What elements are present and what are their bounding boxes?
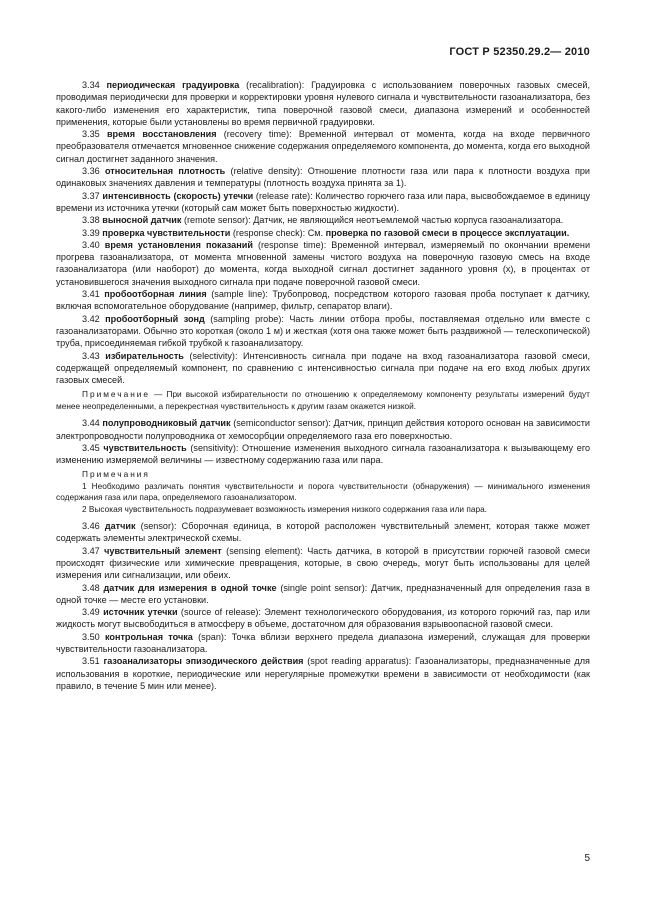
term-definition: : Временной интервал от момента, когда на входе первичного преобразователя отмечается мгновенное снижение содержания определяемого компонента, до момента, когда его выходной сигнал достигнет заданного значения. (56, 129, 591, 164)
notes-multiple (56, 469, 590, 515)
term-name: чувствительный элемент (104, 545, 222, 556)
term-number: 3.51 (82, 656, 100, 667)
term-name: полупроводниковый датчик (102, 418, 231, 429)
term-english: single point sensor (283, 582, 362, 593)
term-name: источник утечки (103, 607, 178, 618)
term-number: 3.48 (82, 582, 100, 593)
term-entry: 3.38 выносной датчик (remote sensor): Датчик, не являющийся неотъемлемой частью корпуса газоанализатора. (82, 215, 564, 226)
term-entry: 3.50 контрольная точка (span): Точка вблизи верхнего предела диапазона измерений, служащая для проверки чувствительности газоанализатора. (56, 631, 591, 655)
term-entry: 3.35 время восстановления (recovery time): Временной интервал от момента, когда на входе первичного преобразователя отмечается мгновенное снижение содержания определяемого компонента, до момента, когда его выходной сигнал достигнет заданного значения. (56, 129, 591, 164)
term-entry: 3.48 датчик для измерения в одной точке (single point sensor): Датчик, предназначенный для определения газа в одной точке — месте его установки. (56, 582, 591, 605)
term-english: span (201, 631, 221, 642)
term-definition: : Трубопровод, посредством которого газовая проба поступает к датчику, включая вспомогательное оборудование (например, фильтр, сепаратор влаги). (56, 289, 591, 312)
note-paragraph (56, 389, 590, 412)
term-entry: 3.44 полупроводниковый датчик (semiconductor sensor): Датчик, принцип действия которого основан на зависимости электропроводности полупроводника от хемосорбции определяемого газа его поверхностью. (56, 418, 591, 441)
term-entry: 3.34 периодическая градуировка (recalibration): Градуировка с использованием поверочных газовых смесей, проводимая периодически для проверки и корректировки уровня нулевого сигнала и чувствительности газоанализатора, без какого-либо изменения его характеристик, типа поверочной газовой смеси, диапазона измерений и особенностей применения, которые были установлены во время первичной градуировки. (56, 80, 590, 127)
term-definition: : Датчик, не являющийся неотъемлемой частью корпуса газоанализатора. (248, 215, 564, 226)
term-name: относительная плотность (104, 166, 226, 177)
term-english: remote sensor (187, 215, 246, 226)
term-definition: : См. (302, 227, 326, 238)
term-english: release rate (258, 190, 308, 201)
term-name: время восстановления (106, 129, 217, 140)
note-item: 2 Высокая чувствительность подразумевает возможность измерения низкого содержания газа или пара. (82, 503, 487, 514)
terms-section-1 (56, 79, 590, 386)
term-entry: 3.47 чувствительный элемент (sensing element): Часть датчика, в которой в присутствии горючей газовой смеси происходят физические или химические превращения, которые, в свою очередь, могут быть использованы для целей измерения или сигнализации, или обеих. (56, 545, 590, 581)
term-entry: 3.41 пробоотборная линия (sample line): Трубопровод, посредством которого газовая проба поступает к датчику, включая вспомогательное оборудование (например, фильтр, сепаратор влаги). (56, 289, 591, 312)
term-name: периодическая градуировка (106, 80, 240, 90)
term-name: датчик для измерения в одной точке (103, 582, 277, 593)
terms-section-2 (56, 417, 590, 466)
term-name: выносной датчик (102, 215, 182, 226)
term-definition: : Временной интервал, измеряемый по окончании времени прогрева газоанализатора, от момента мгновенной замены чистого воздуха на поверочную газовую смесь на входе газоанализатора (или наоборот) до момента, когда выходной сигнал достигнет заданного уровня (x), в процентах от установившегося значения выходного сигнала при подаче поверочной газовой смеси. (56, 239, 591, 287)
term-entry: 3.39 проверка чувствительности (response check): См. проверка по газовой смеси в процессе эксплуатации. (82, 227, 570, 238)
term-definition: : Датчик, принцип действия которого основан на зависимости электропроводности полупроводника от хемосорбции определяемого газа его поверхностью. (56, 418, 591, 441)
term-name: контрольная точка (104, 631, 193, 642)
term-english: sensing element (229, 545, 298, 556)
term-number: 3.46 (82, 521, 100, 532)
term-number: 3.40 (82, 239, 100, 250)
term-reference: проверка по газовой смеси в процессе эксплуатации. (325, 227, 570, 238)
term-number: 3.39 (82, 227, 100, 238)
note-text: — При высокой избирательности по отношению к определяемому компоненту результаты измерений будут менее неопределенными, а перекрестная чувствительность к другим газам окажется низкой. (56, 389, 590, 411)
term-definition: : Часть датчика, в которой в присутствии горючей газовой смеси происходят физические или химические превращения, которые, в свою очередь, могут быть использованы для целей измерения или сигнализации, или обеих. (56, 545, 590, 581)
term-definition: : Сборочная единица, в которой расположен чувствительный элемент, которая также может содержать элементы электрической схемы. (56, 521, 590, 544)
term-english: semiconductor sensor (236, 418, 326, 429)
term-number: 3.34 (82, 80, 100, 90)
term-name: время установления показаний (104, 239, 253, 250)
term-english: response time (261, 239, 321, 250)
term-english: sampling probe (213, 313, 279, 324)
term-definition: : Датчик, предназначенный для определения газа в одной точке — месте его установки. (56, 582, 591, 605)
term-entry: 3.40 время установления показаний (response time): Временной интервал, измеряемый по окончании времени прогрева газоанализатора, от момента мгновенной замены чистого воздуха на поверочную газовую смесь на входе газоанализатора (или наоборот) до момента, когда выходной сигнал достигнет заданного уровня (x), в процентах от установившегося значения выходного сигнала при подаче поверочной газовой смеси. (56, 239, 591, 287)
term-name: газоанализаторы эпизодического действия (103, 656, 304, 667)
term-english: sensor (143, 521, 171, 532)
term-english: relative density (233, 166, 297, 177)
term-entry: 3.49 источник утечки (source of release): Элемент технологического оборудования, из которого горючий газ, пар или жидкость могут высвободиться в атмосферу в объеме, достаточном для образования взрывоопасной газовой смеси. (56, 607, 591, 630)
term-number: 3.35 (82, 129, 100, 140)
term-english: source of release (183, 607, 256, 618)
term-definition: : Отношение плотности газа или пара к плотности воздуха при одинаковых значениях давления и температуры (плотность воздуха принята за 1). (56, 166, 591, 189)
term-entry: 3.51 газоанализаторы эпизодического действия (spot reading apparatus): Газоанализаторы, предназначенные для использования в короткие, периодические или нерегулярные промежутки времени в зависимости от необходимости (как правило, в течение 5 мин или менее). (56, 656, 590, 691)
term-entry: 3.36 относительная плотность (relative density): Отношение плотности газа или пара к плотности воздуха при одинаковых значениях давления и температуры (плотность воздуха принята за 1). (56, 166, 591, 189)
term-number: 3.49 (82, 607, 100, 618)
term-number: 3.41 (82, 289, 100, 300)
term-entry: 3.37 интенсивность (скорость) утечки (release rate): Количество горючего газа или пара, высвобождаемое в единицу времени из источника утечки (который сам может быть поверхностью жидкости). (56, 190, 590, 213)
term-definition: : Точка вблизи верхнего предела диапазона измерений, служащая для проверки чувствительности газоанализатора. (56, 631, 591, 655)
term-english: sample line (214, 289, 263, 300)
term-definition: : Интенсивность сигнала при подаче на вход газоанализатора газовой смеси, содержащей определяемый компонент, по сравнению с интенсивностью сигнала при подаче на его вход любых других газовых смесей. (56, 350, 591, 386)
term-number: 3.36 (82, 166, 100, 177)
term-english: selectivity (192, 350, 232, 361)
term-name: избирательность (105, 350, 184, 361)
note-item: 1 Необходимо различать понятия чувствительности и порога чувствительности (обнаружения) — минимального изменения содержания газа или пара, определяемого газоанализатором. (56, 480, 590, 503)
term-entry: 3.43 избирательность (selectivity): Интенсивность сигнала при подаче на вход газоанализатора газовой смеси, содержащей определяемый компонент, по сравнению с интенсивностью сигнала при подаче на его вход любых других газовых смесей. (56, 350, 591, 386)
term-english: recalibration (249, 80, 299, 90)
term-number: 3.42 (82, 313, 100, 324)
standard-header: ГОСТ Р 52350.29.2— 2010 (449, 46, 590, 58)
term-number: 3.47 (82, 545, 100, 556)
term-number: 3.50 (82, 631, 100, 642)
term-english: response check (235, 227, 300, 238)
term-definition: : Элемент технологического оборудования, из которого горючий газ, пар или жидкость могут высвободиться в атмосферу в объеме, достаточном для образования взрывоопасной газовой смеси. (56, 607, 591, 630)
term-definition: : Количество горючего газа или пара, высвобождаемое в единицу времени из источника утечки (который сам может быть поверхностью жидкости). (56, 190, 590, 213)
notes-label-line (56, 469, 590, 480)
term-name: пробоотборная линия (104, 289, 207, 300)
term-entry: 3.46 датчик (sensor): Сборочная единица, в которой расположен чувствительный элемент, которая также может содержать элементы электрической схемы. (56, 521, 590, 544)
term-definition: : Газоанализаторы, предназначенные для использования в короткие, периодические или нерегулярные промежутки времени в зависимости от необходимости (как правило, в течение 5 мин или менее). (56, 656, 590, 691)
term-english: spot reading apparatus (310, 656, 406, 667)
term-number: 3.38 (82, 215, 100, 226)
term-number: 3.37 (82, 190, 100, 201)
term-name: пробоотборный зонд (105, 313, 205, 324)
term-name: проверка чувствительности (102, 227, 231, 238)
term-number: 3.45 (82, 442, 100, 453)
term-number: 3.43 (82, 350, 100, 361)
notes-label: Примечания (82, 469, 150, 480)
note-label: Примечание (82, 389, 151, 400)
term-name: чувствительность (103, 442, 187, 453)
term-number: 3.44 (82, 418, 100, 429)
term-definition: : Градуировка с использованием поверочных газовых смесей, проводимая периодически для проверки и корректировки уровня нулевого сигнала и чувствительности газоанализатора, без какого-либо изменения его характеристик, типа поверочной газовой смеси, диапазона измерений и особенностей применения, которые были установлены во время первичной градуировки. (56, 80, 590, 127)
term-definition: : Часть линии отбора пробы, поставляемая отдельно или вместе с газоанализаторами. Обычно это короткая (около 1 м) и жесткая (хотя она также может быть раздвижной — телескопической) труба, присоединяемая гибкой трубкой к газоанализатору. (56, 313, 590, 349)
term-name: датчик (104, 521, 136, 532)
term-english: recovery time (226, 129, 287, 140)
term-english: sensitivity (193, 442, 233, 453)
term-entry: 3.45 чувствительность (sensitivity): Отношение изменения выходного сигнала газоанализатора к вызывающему его изменению измеряемой величины — известному содержанию газа или пара. (56, 442, 591, 466)
page-number: 5 (584, 853, 590, 864)
term-entry: 3.42 пробоотборный зонд (sampling probe): Часть линии отбора пробы, поставляемая отдельно или вместе с газоанализаторами. Обычно это короткая (около 1 м) и жесткая (хотя она также может быть раздвижной — телескопической) труба, присоединяемая гибкой трубкой к газоанализатору. (56, 313, 590, 349)
term-name: интенсивность (скорость) утечки (102, 190, 254, 201)
term-definition: : Отношение изменения выходного сигнала газоанализатора к вызывающему его изменению измеряемой величины — известному содержанию газа или пара. (56, 442, 591, 466)
note-single (56, 389, 590, 412)
terms-section-3 (56, 520, 590, 692)
